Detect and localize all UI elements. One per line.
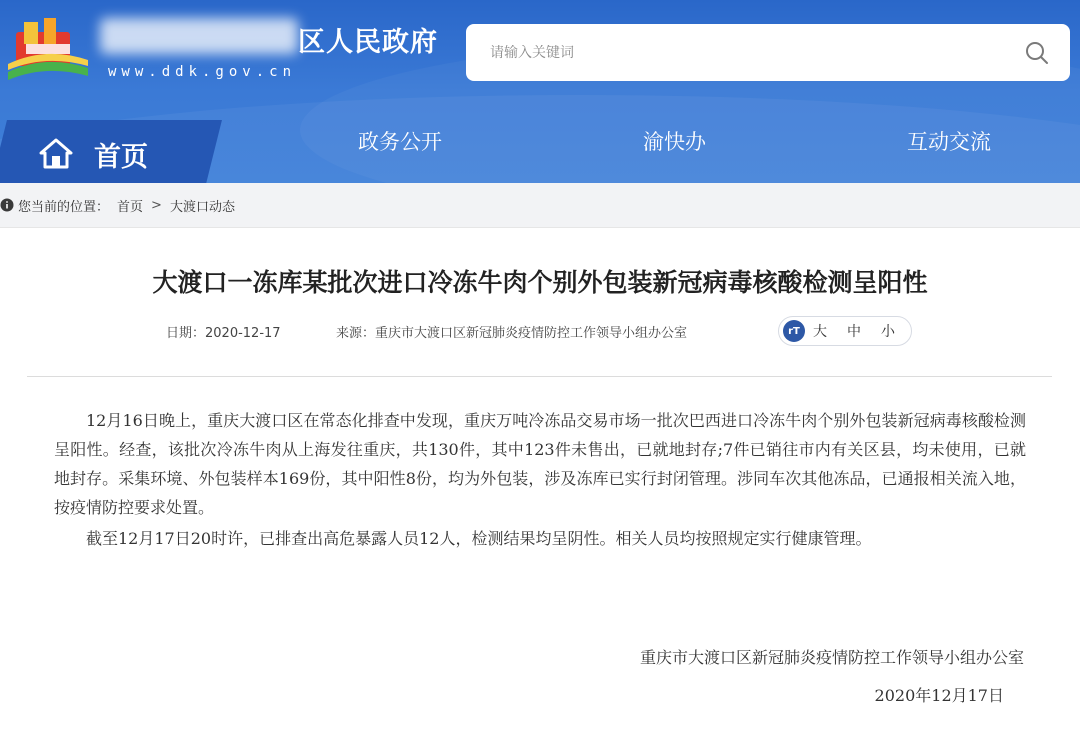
breadcrumb	[0, 183, 1080, 228]
home-icon	[38, 136, 74, 172]
article-title: 大渡口一冻库某批次进口冷冻牛肉个别外包装新冠病毒核酸检测呈阳性	[152, 268, 928, 297]
font-size-medium-button[interactable]: 中	[847, 324, 861, 340]
font-size-control	[778, 316, 912, 346]
search-bar	[466, 24, 1070, 81]
article-body	[54, 406, 1026, 553]
nav-item-government-affairs[interactable]: 政务公开	[358, 130, 442, 154]
breadcrumb-separator: >	[151, 197, 162, 213]
breadcrumb-prefix: 您当前的位置：	[18, 199, 110, 215]
nav-item-yukuaiban[interactable]: 渝快办	[643, 130, 706, 154]
blurred-logo-text	[100, 18, 298, 54]
font-size-small-button[interactable]: 小	[881, 324, 895, 340]
breadcrumb-home-link[interactable]: 首页	[117, 199, 144, 215]
site-title: 区人民政府	[298, 27, 438, 58]
article-signature: 重庆市大渡口区新冠肺炎疫情防控工作领导小组办公室	[639, 648, 1024, 667]
breadcrumb-category-link[interactable]: 大渡口动态	[169, 199, 235, 215]
article-source: 来源：重庆市大渡口区新冠肺炎疫情防控工作领导小组办公室	[336, 326, 688, 341]
font-size-icon: rT	[783, 320, 805, 342]
site-header	[0, 0, 1080, 183]
search-input[interactable]	[490, 45, 1024, 61]
article-paragraph: 12月16日晚上，重庆大渡口区在常态化排查中发现，重庆万吨冷冻品交易市场一批次巴西进口冷冻牛肉个别外包装新冠病毒核酸检测呈阳性。经查，该批次冷冻牛肉从上海发往重庆，共130件，其中123件未售出，已就地封存;7件已销往市内有关区县，均未使用，已就地封存。采集环境、外包装样本169份，其中阳性8份，均为外包装，涉及冻库已实行封闭管理。涉同车次其他冻品，已通报相关流入地，按疫情防控要求处置。	[54, 411, 1026, 517]
article-paragraph: 截至12月17日20时许，已排查出高危暴露人员12人，检测结果均呈阴性。相关人员均按照规定实行健康管理。	[86, 529, 872, 548]
site-domain: www.ddk.gov.cn	[108, 64, 297, 80]
nav-item-interaction[interactable]: 互动交流	[907, 130, 991, 154]
search-icon[interactable]	[1024, 40, 1050, 66]
font-size-large-button[interactable]: 大	[813, 324, 827, 340]
nav-home-label: 首页	[94, 141, 148, 173]
article-sign-date: 2020年12月17日	[874, 686, 1004, 705]
article-date: 日期：2020-12-17	[166, 326, 281, 341]
nav-home[interactable]	[38, 134, 148, 174]
divider	[27, 376, 1052, 377]
government-logo[interactable]	[6, 14, 90, 84]
location-icon	[0, 198, 14, 212]
article-meta	[0, 316, 1080, 346]
